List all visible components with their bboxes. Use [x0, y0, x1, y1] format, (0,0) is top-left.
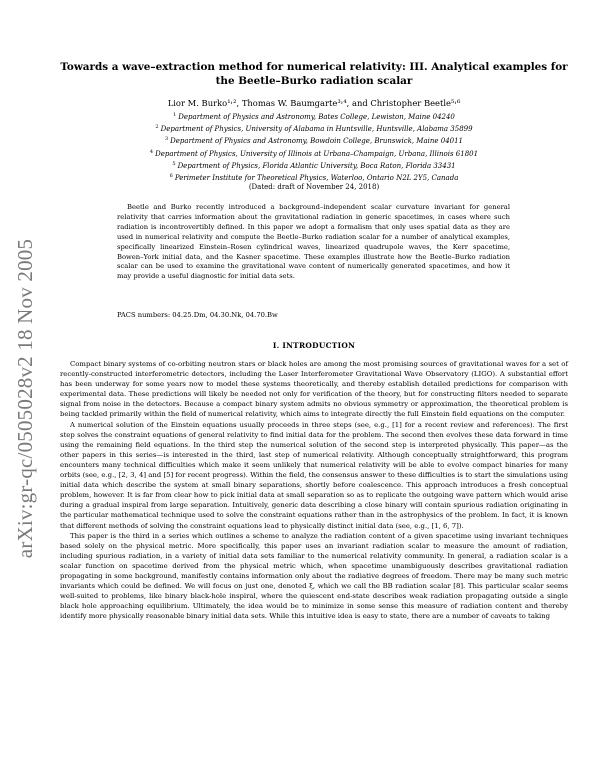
- affiliation-item: [90, 147, 538, 159]
- pacs-numbers: PACS numbers: 04.25.Dm, 04.30.Nk, 04.70.Bw: [117, 311, 278, 319]
- affiliation-text: Department of Physics and Astronomy, Bates College, Lewiston, Maine 04240: [178, 113, 455, 121]
- affiliation-text: Department of Physics, Florida Atlantic University, Boca Raton, Florida 33431: [177, 161, 456, 170]
- affiliation-list: [90, 110, 538, 183]
- abstract: Beetle and Burko recently introduced a background–independent scalar curvature invariant for general relativity that carries information about the gravitational radiation in generic spacetimes, in cases where such radiation is incontrovertibly defined. In this paper we adopt a formalism that only uses spatial data as they are used in numerical relativity and compute the Beetle–Burko radiation scalar for a number of analytical examples, specifically linearized Einstein–Rosen cylindrical waves, linearized quadrupole waves, the Kerr spacetime, Bowen–York initial data, and the Kasner spacetime. These examples illustrate how the Beetle–Burko radiation scalar can be used to examine the gravitational wave content of numerically generated spacetimes, and how it may provide a useful diagnostic for initial data sets.: [117, 203, 510, 281]
- affiliation-number: 5: [172, 160, 176, 167]
- affiliation-text: Department of Physics and Astronomy, Bowdoin College, Brunswick, Maine 04011: [170, 137, 464, 146]
- arxiv-id-text: arXiv:gr-qc/0505028v2 18 Nov 2005: [13, 238, 38, 558]
- affiliation-number: 2: [155, 124, 159, 131]
- affiliation-text: Department of Physics, University of Alabama in Huntsville, Huntsville, Alabama 35899: [160, 125, 473, 134]
- section-heading: I. INTRODUCTION: [272, 341, 356, 350]
- affiliation-number: 3: [164, 136, 169, 143]
- body-text: [60, 359, 568, 621]
- affiliation-item: [90, 134, 538, 146]
- author-list: Lior M. Burko¹˒², Thomas W. Baumgarte³˒⁴, and Christopher Beetle⁵˒⁶: [167, 98, 461, 108]
- affiliation-number: 1: [173, 112, 177, 118]
- arxiv-side-identifier: [6, 213, 46, 583]
- affiliation-item: [90, 159, 538, 171]
- draft-date: (Dated: draft of November 24, 2018): [248, 183, 380, 191]
- affiliation-text: Department of Physics, University of Illinois at Urbana–Champaign, Urbana, Illinois 61801: [155, 149, 479, 158]
- paper-title: Towards a wave–extraction method for numerical relativity: III. Analytical examples for the Beetle–Burko radiation scalar: [60, 61, 568, 87]
- affiliation-text: Perimeter Institute for Theoretical Physics, Waterloo, Ontario N2L 2Y5, Canada: [174, 174, 459, 183]
- affiliation-item: [90, 110, 538, 122]
- affiliation-item: [90, 122, 538, 134]
- affiliation-number: 6: [169, 173, 173, 180]
- body-paragraph: A numerical solution of the Einstein equations usually proceeds in three steps (see, e.g., [1] for a recent review and references). The first step solves the constraint equations of general relativity to find initial data for the problem. The second then evolves these data forward in time using the remaining field equations. In the third step the numerical solution of the second step is interpreted physically. This paper—as the other papers in this series—is interested in the third, last step of numerical relativity. Although conceptually straightforward, this program encounters many technical difficulties which make it seem unlikely that numerical relativity will be able to evolve compact binaries for many orbits (see, e.g., [2, 3, 4] and [5] for recent progress). Within the field, the consensus answer to these difficulties is to start the simulations using initial data which describe the system at small binary separations, shortly before coalescence. This approach introduces a fresh conceptual problem, however. It is far from clear how to pick initial data at small separation so as to replicate the outgoing wave pattern which would arise during a gradual inspiral from large separation. Intuitively, generic data describing a close binary will contain spurious radiation originating in the particular mathematical technique used to solve the constraint equations rather than in the astrophysics of the problem. In fact, it is known that different methods of solving the constraint equations lead to physically distinct initial data (see, e.g., [1, 6, 7]).: [60, 420, 568, 530]
- body-paragraph: This paper is the third in a series which outlines a scheme to analyze the radiation content of a given spacetime using invariant techniques based solely on the physical metric. More specifically, this paper uses an invariant radiation scalar to measure the amount of radiation, including spurious radiation, in a variety of initial data sets familiar to the numerical relativity community. In general, a radiation scalar is a scalar function on spacetime derived from the physical metric which, when spacetime unambiguously describes gravitational radiation propagating in some background, manifestly contains information only about the radiative degrees of freedom. There may be many such metric invariants which could be defined. We will focus on just one, denoted ξ, which we call the BB radiation scalar [8]. This particular scalar seems well-suited to problems, like binary black-hole inspiral, where the quiescent end-state describes weak radiation propagating outside a single black hole approaching equilibrium. Ultimately, the idea would be to minimize in some sense this measure of radiation content and thereby identify more physically reasonable binary initial data sets. While this intuitive idea is easy to state, there are a number of caveats to taking: [60, 531, 568, 621]
- affiliation-number: 4: [149, 148, 154, 155]
- body-paragraph: Compact binary systems of co-orbiting neutron stars or black holes are among the most promising sources of gravitational waves for a set of recently-constructed interferometric detectors, including the Laser Interferometer Gravitational Wave Observatory (LIGO). A substantial effort has been underway for some years now to model these systems theoretically, and thereby establish detailed predictions for comparison with experimental data. These predictions will likely be needed not only for verification of the theory, but for constructing filters needed to separate signal from noise in the detectors. Because a compact binary system admits no obvious symmetry or approximation, the theoretical problem is being tackled primarily within the field of numerical relativity, which aims to integrate directly the full Einstein field equations on the computer.: [60, 360, 568, 419]
